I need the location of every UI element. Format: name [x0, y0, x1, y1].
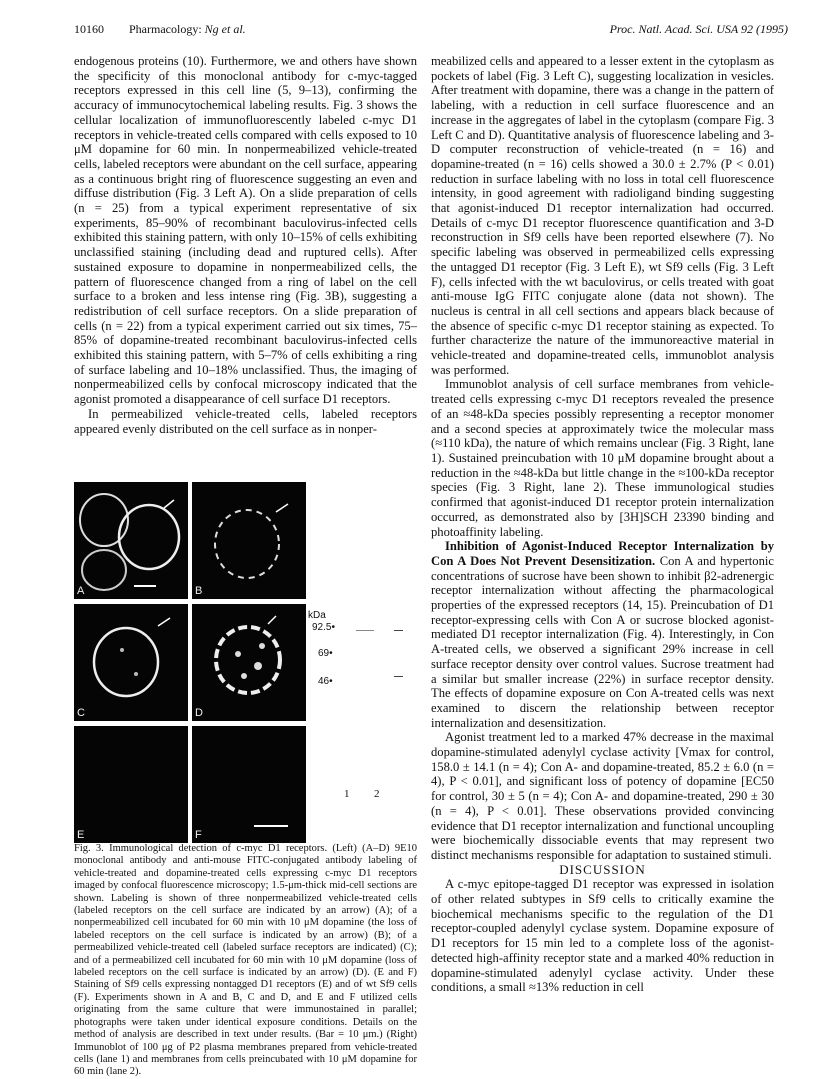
paragraph — [431, 539, 774, 730]
arrow-icon — [394, 630, 403, 631]
micrograph-panel-e — [74, 726, 188, 843]
page-header — [74, 22, 788, 40]
mw-marker: 69• — [318, 648, 333, 659]
paragraph: endogenous proteins (10). Furthermore, we and others have shown the specificity of this monoclonal antibody for c-myc-tagged receptors expressed in this cell line (5, 9–13), confirming the accuracy of immunocytochemical labeling results. Fig. 3 shows the cellular localization of immunofluorescently labeled c-myc D1 receptors in vehicle-treated cells compared with cells exposed to 10 μM dopamine for 60 min. In nonpermeabilized vehicle-treated cells, labeled receptors were abundant on the cell surface, appearing as a continuous bright ring of fluorescence suggesting an even and diffuse distribution (Fig. 3 Left A). On a slide preparation of cells (n = 25) from a typical experiment representative of six experiments, 85–90% of recombinant baculovirus-infected cells exhibited this staining pattern, with only 10–15% of cells exhibiting unclassified staining (including dead and ruptured cells). After sustained exposure to dopamine in nonpermeabilized cells, the pattern of fluorescence changed from a ring of label on the cell surface to a broken and less intense ring (Fig. 3B), suggesting a redistribution of cell surface receptors. On a slide preparation of cells (n = 22) from a typical experiment carried out six times, 75–85% of dopamine-treated recombinant baculovirus-infected cells exhibited this staining pattern, with 5–7% of cells exhibiting a ring of surface labeling and 10–18% unclassified. Thus, the imaging of nonpermeabilized cells by confocal microscopy indicated that the agonist promoted a disappearance of cell surface D1 receptors. — [74, 54, 418, 407]
panel-label: B — [195, 585, 203, 597]
micrograph-panel-f — [192, 726, 306, 843]
left-column — [74, 54, 417, 436]
panel-label: C — [77, 707, 85, 719]
header-authors: Ng et al. — [204, 22, 246, 36]
mw-marker: 46• — [318, 676, 333, 687]
immunoblot — [308, 610, 418, 840]
page-number: 10160 — [74, 22, 104, 36]
figure-caption: Fig. 3. Immunological detection of c-myc D1 receptors. (Left) (A–D) 9E10 monoclonal antibody and anti-mouse FITC-conjugated antibody labeling of vehicle-treated and dopamine-treated cells expressing c-myc D1 receptors imaged by confocal fluorescence microscopy; 1.5-μm-thick mid-cell sections are shown. Labeling is shown of three nonpermeabilized vehicle-treated cells (labeled receptors on the cell surface are indicated by an arrow) (A); of a nonpermeabilized cell incubated for 60 min with 10 μM dopamine (the loss of labeled receptors on the cell surface is indicated by an arrow) (B); of a permeabilized vehicle-treated cell (labeled surface receptors are indicated) (C); and of a permeabilized cell incubated for 60 min with 10 μM dopamine (loss of labeled receptors on the cell surface is indicated by an arrow) (D). (E and F) Staining of Sf9 cells expressing nontagged D1 receptors (E) and of wt Sf9 cells (F). Experiments shown in A and B, C and D, and E and F utilized cells originating from the same culture that were immunostained in parallel; photographs were taken under identical exposure conditions. Details on the method of analysis are described in text under results. (Bar = 10 μm.) (Right) Immunoblot of 100 μg of P2 plasma membranes prepared from vehicle-treated cells (lane 1) and membranes from cells preincubated with 10 μM dopamine for 60 min (lane 2). — [74, 843, 417, 1078]
right-column — [431, 54, 774, 995]
cell-image — [192, 604, 306, 721]
subsection-heading: Inhibition of Agonist-Induced Receptor Internalization by Con A Does Not Prevent Desensitization. — [431, 539, 774, 568]
lane-label: 2 — [374, 788, 380, 800]
section-heading: DISCUSSION — [559, 861, 646, 877]
micrograph-panel-b — [192, 482, 306, 599]
paragraph: meabilized cells and appeared to a lesser extent in the cytoplasm as pockets of label (Fig. 3 Left C), suggesting localization in vesicles. After treatment with dopamine, there was a change in the pattern of labeling, with a reduction in cell surface fluorescence and an increase in the aggregates of label in the cytoplasm (compare Fig. 3 Left C and D). Quantitative analysis of fluorescence labeling and 3-D computer reconstruction of vehicle-treated (n = 16) and dopamine-treated (n = 16) cells showed a 30.0 ± 2.7% (P < 0.01) reduction in surface labeling with no loss in total cell fluorescence intensity, in good agreement with radioligand binding suggesting that agonist-induced D1 receptor internalization had occurred. Details of c-myc D1 receptor fluorescence quantification and 3-D reconstruction in Sf9 cells have been reported elsewhere (7). No specific labeling was observed in permeabilized cells expressing the untagged D1 receptor (Fig. 3 Left E), wt Sf9 cells (Fig. 3 Left F), cells infected with the wt baculovirus, or cells treated with goat anti-mouse IgG FITC conjugate alone (data not shown). The nucleus is central in all cell sections and appears black because of the absence of specific c-myc D1 receptor staining as expected. To further characterize the nature of the immunoreactive material in vehicle-treated and dopamine-treated cells, immunoblot analysis was performed. — [431, 54, 774, 377]
blot-unit-label: kDa — [308, 610, 326, 621]
scale-bar-image — [192, 726, 306, 843]
paragraph: Immunoblot analysis of cell surface membranes from vehicle-treated cells expressing c-myc D1 receptors revealed the presence of an ≈48-kDa species possibly representing a receptor monomer and a second species at approximately twice the molecular mass (≈110 kDa), the nature of which remains unclear (Fig. 3 Right, lane 1). Sustained preincubation with 10 μM dopamine brought about a reduction in the ≈48-kDa but little change in the ≈100-kDa receptor species (Fig. 3 Right, lane 2). These immunological studies confirmed that agonist-induced D1 receptor protein internalization occurred, as demonstrated also by [3H]SCH 23390 binding and photoaffinity labeling. — [431, 377, 774, 539]
panel-label: A — [77, 585, 85, 597]
cell-image — [192, 482, 306, 599]
section-name: Pharmacology: — [129, 22, 202, 36]
arrow-icon — [394, 676, 403, 677]
panel-label: E — [77, 829, 85, 841]
paragraph-body: Con A and hypertonic concentrations of sucrose have been shown to inhibit β2-adrenergic receptor internalization without affecting the pharmacological properties of the expressed receptors (14, 15). Preincubation of D1 receptor-expressing cells with Con A or sucrose blocked agonist-mediated D1 receptor internalization (Fig. 4). Interestingly, in Con A-treated cells, we observed a significant 29% increase in cell surface receptor density over control values. Sucrose treatment had a similar but smaller increase (22%) in surface receptor density. The effects of dopamine exposure on Con A-treated cells was next examined to discern the relationship between receptor internalization and desensitization. — [431, 553, 774, 730]
panel-label: F — [195, 829, 202, 841]
paragraph: A c-myc epitope-tagged D1 receptor was expressed in isolation of other related subtypes in Sf9 cells to critically examine the biochemical mechanisms specific to the regulation of the D1 receptor-coupled adenylyl cyclase system. Dopamine exposure of D1 receptors for 15 min led to a complete loss of the agonist-detected high-affinity receptor state and a marked 40% reduction in dopamine-stimulated adenylyl cyclase activity. Under these conditions, a small ≈13% reduction in cell — [431, 877, 774, 995]
lane-label: 1 — [344, 788, 350, 800]
blot-band — [356, 630, 374, 631]
micrograph-panel-a — [74, 482, 188, 599]
journal-citation: Proc. Natl. Acad. Sci. USA 92 (1995) — [609, 22, 788, 36]
figure-3 — [74, 482, 417, 842]
panel-label: D — [195, 707, 203, 719]
mw-marker: 92.5• — [312, 622, 335, 633]
paragraph: In permeabilized vehicle-treated cells, labeled receptors appeared evenly distributed on the cell surface as in nonper- — [74, 406, 417, 436]
header-left — [74, 22, 246, 37]
paragraph: Agonist treatment led to a marked 47% decrease in the maximal dopamine-stimulated adenylyl cyclase activity [Vmax for control, 158.0 ± 14.1 (n = 4); Con A- and dopamine-treated, 85.2 ± 6.0 (n = 4), P < 0.01], and significant loss of potency of dopamine [EC50 for control, 30 ± 5 (n = 4); Con A- and dopamine-treated, 290 ± 30 (n = 4), P < 0.01]. These observations provided convincing evidence that D1 receptor internalization and functional uncoupling were biochemically dissociable events that may represent two distinct mechanisms responsible for adaptation to sustained stimuli. — [431, 730, 774, 862]
micrograph-panel-d — [192, 604, 306, 721]
micrograph-panel-c — [74, 604, 188, 721]
cell-image — [74, 604, 188, 721]
cell-image — [74, 482, 188, 599]
